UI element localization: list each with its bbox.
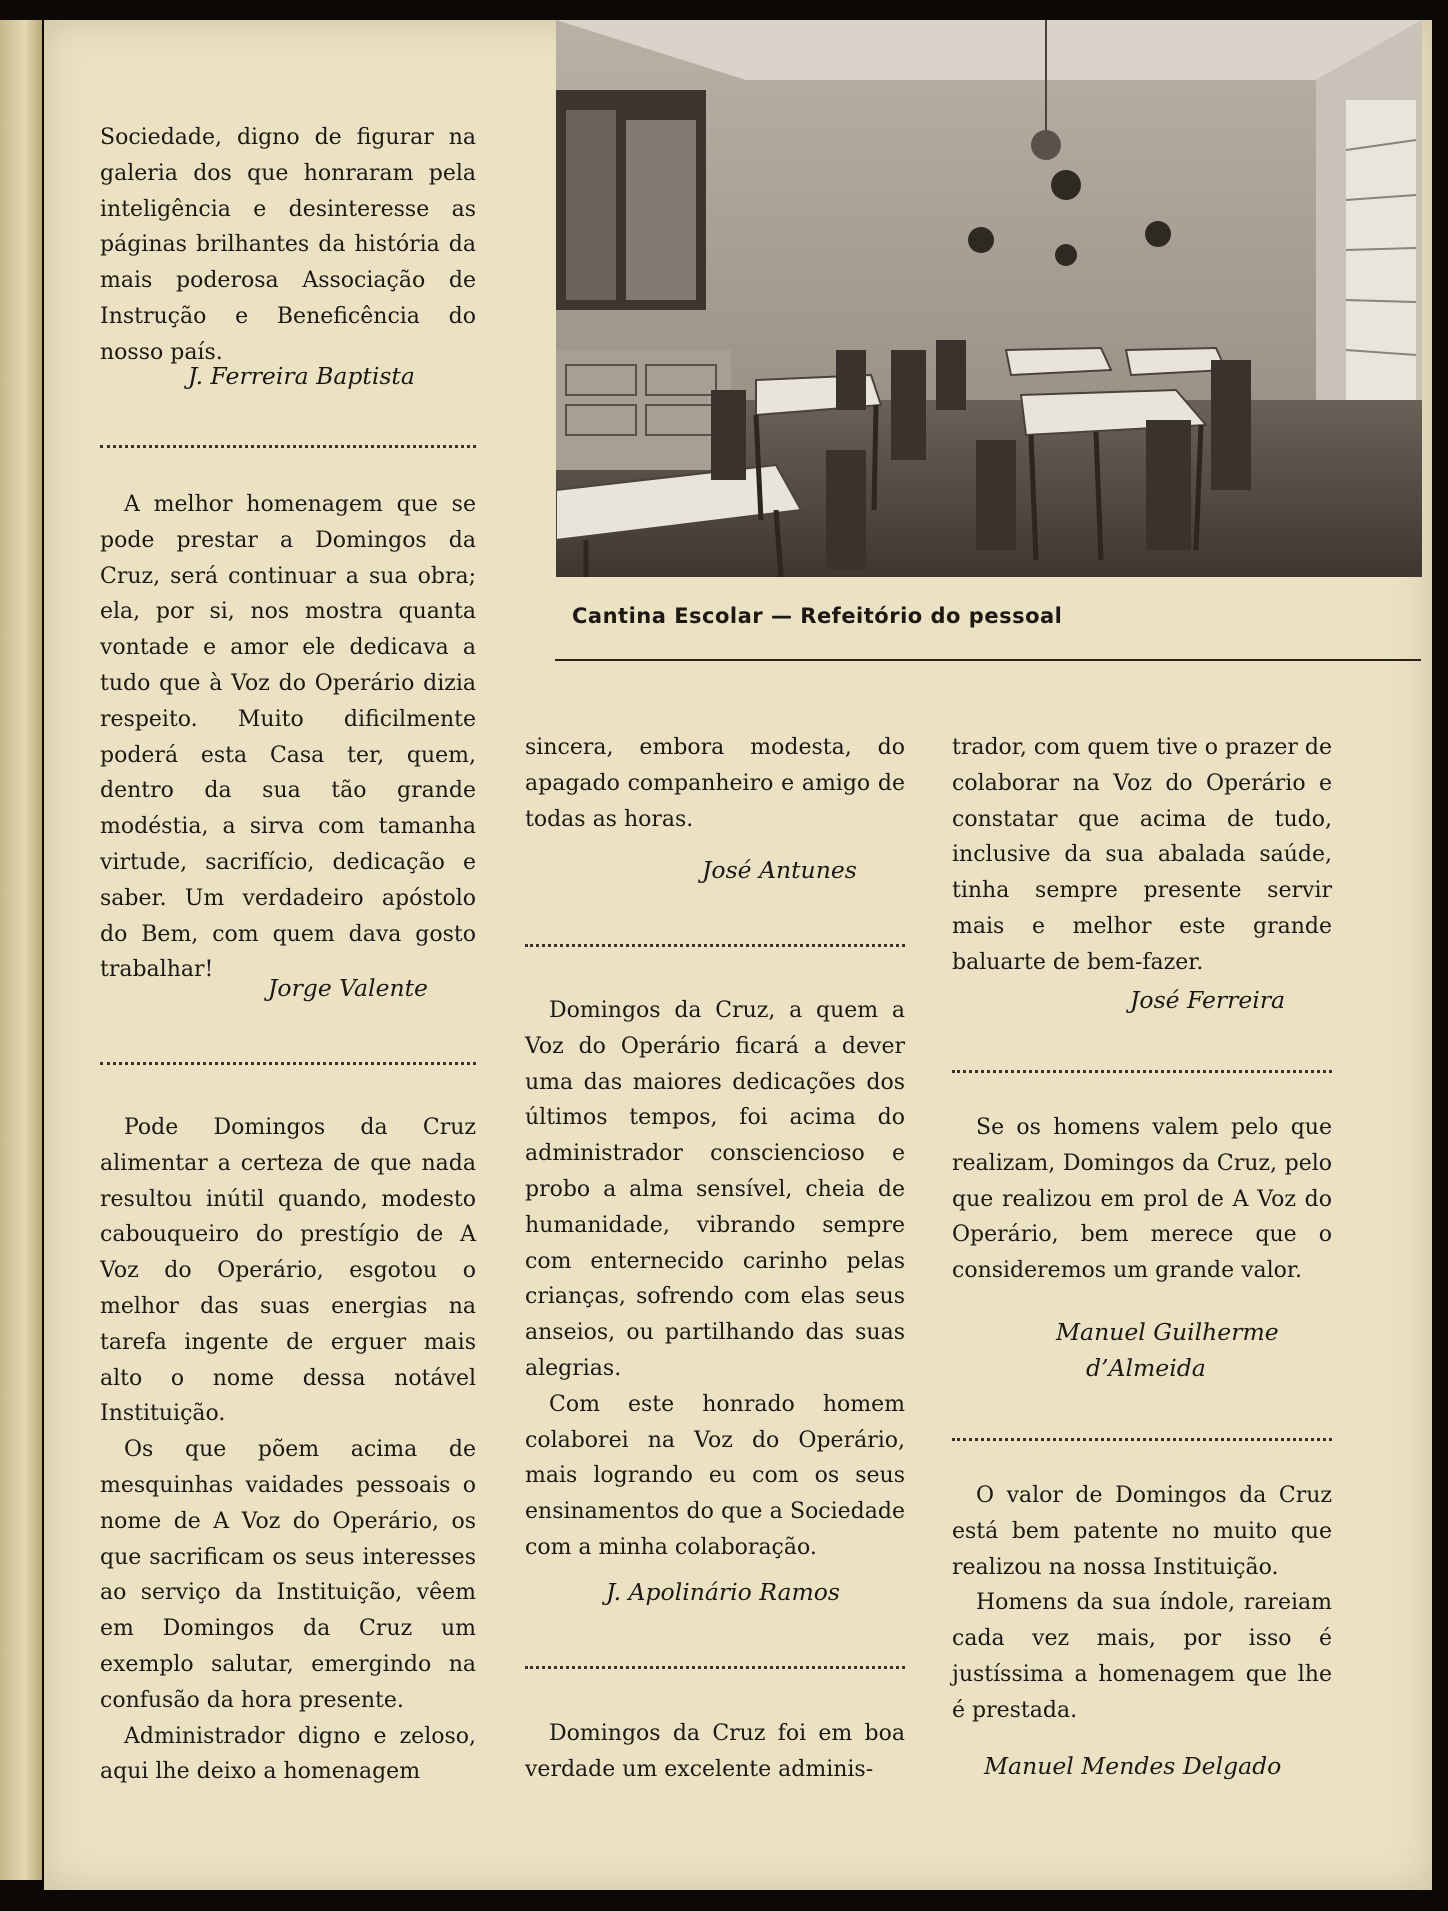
paragraph: Os que põem acima de mesquinhas vaidades pessoais o nome de A Voz do Operário, os que sacrificam os seus interesses ao serviço da Instituição, vêem em Domingos da Cruz um exemplo salutar, emergindo na confusão da hora presente. (100, 1437, 476, 1713)
signature-ferreira-baptista: J. Ferreira Baptista (188, 362, 415, 390)
signature-jose-ferreira: José Ferreira (1130, 986, 1286, 1014)
canteen-photo-illustration (556, 20, 1422, 577)
paragraph: Sociedade, digno de figurar na galeria dos que honraram pela inteligência e desinteresse as páginas brilhantes da história da mais poderosa Associação de Instrução e Beneficência do nosso país. (100, 125, 476, 365)
photo-caption: Cantina Escolar — Refeitório do pessoal (572, 604, 1063, 628)
separator-dots (525, 1666, 905, 1669)
paragraph: sincera, embora modesta, do apagado companheiro e amigo de todas as horas. (525, 735, 905, 832)
signature-manuel-guilherme: Manuel Guilherme (1056, 1318, 1279, 1346)
col2-text-1 (525, 730, 905, 837)
separator-dots (100, 1062, 476, 1065)
signature-jose-antunes: José Antunes (702, 856, 857, 884)
paragraph: Administrador digno e zeloso, aqui lhe deixo a homenagem (100, 1723, 476, 1785)
col2-text-3 (525, 1716, 905, 1788)
paragraph: O valor de Domingos da Cruz está bem patente no muito que realizou na nossa Instituição. (952, 1483, 1332, 1580)
separator-dots (952, 1438, 1332, 1441)
paragraph: trador, com quem tive o prazer de colaborar na Voz do Operário e constatar que acima de tudo, inclusive da sua abalada saúde, tinha sempre presente servir mais e melhor este grande baluarte de bem-fazer. (952, 735, 1332, 975)
paragraph: A melhor homenagem que se pode prestar a Domingos da Cruz, será continuar a sua obra; ela, por si, nos mostra quanta vontade e amor ele dedicava a tudo que à Voz do Operário dizia respeito. Muito dificilmente poderá esta Casa ter, quem, dentro da sua tão grande modéstia, a sirva com tamanha virtude, sacrifício, dedicação e saber. Um verdadeiro apóstolo do Bem, com quem dava gosto trabalhar! (100, 492, 476, 983)
paragraph: Com este honrado homem colaborei na Voz do Operário, mais logrando eu com os seus ensinamentos do que a Sociedade com a minha colaboração. (525, 1391, 905, 1560)
paragraph: Homens da sua índole, rareiam cada vez mais, por isso é justíssima a homenagem que lhe é prestada. (952, 1590, 1332, 1723)
paragraph: Se os homens valem pelo que realizam, Domingos da Cruz, pelo que realizou em prol de A Voz do Operário, bem merece que o consideremos um grande valor. (952, 1115, 1332, 1284)
col1-text-2 (100, 487, 476, 988)
signature-apolinario-ramos: J. Apolinário Ramos (606, 1578, 840, 1606)
adjacent-page-edge (0, 20, 42, 1880)
separator-dots (525, 944, 905, 947)
signature-dalmeida: d’Almeida (1086, 1354, 1206, 1382)
col3-text-2 (952, 1110, 1332, 1289)
col2-text-2 (525, 993, 905, 1566)
col1-text-3 (100, 1110, 476, 1790)
paragraph: Domingos da Cruz, a quem a Voz do Operário ficará a dever uma das maiores dedicações dos últimos tempos, foi acima do administrador consciencioso e probo a alma sensível, cheia de humanidade, vibrando sempre com enternecido carinho pelas crianças, sofrendo com elas seus anseios, ou partilhando das suas alegrias. (525, 998, 905, 1381)
signature-jorge-valente: Jorge Valente (268, 974, 428, 1002)
col3-text-1 (952, 730, 1332, 981)
canteen-photo (556, 20, 1422, 577)
paragraph: Pode Domingos da Cruz alimentar a certeza de que nada resultou inútil quando, modesto cabouqueiro do prestígio de A Voz do Operário, esgotou o melhor das suas energias na tarefa ingente de erguer mais alto o nome dessa notável Instituição. (100, 1115, 476, 1427)
col1-text-1 (100, 120, 476, 371)
separator-dots (952, 1070, 1332, 1073)
signature-mendes-delgado: Manuel Mendes Delgado (984, 1752, 1282, 1780)
col3-text-3 (952, 1478, 1332, 1729)
separator-dots (100, 445, 476, 448)
paragraph: Domingos da Cruz foi em boa verdade um excelente adminis- (525, 1721, 905, 1782)
caption-rule (555, 659, 1421, 661)
